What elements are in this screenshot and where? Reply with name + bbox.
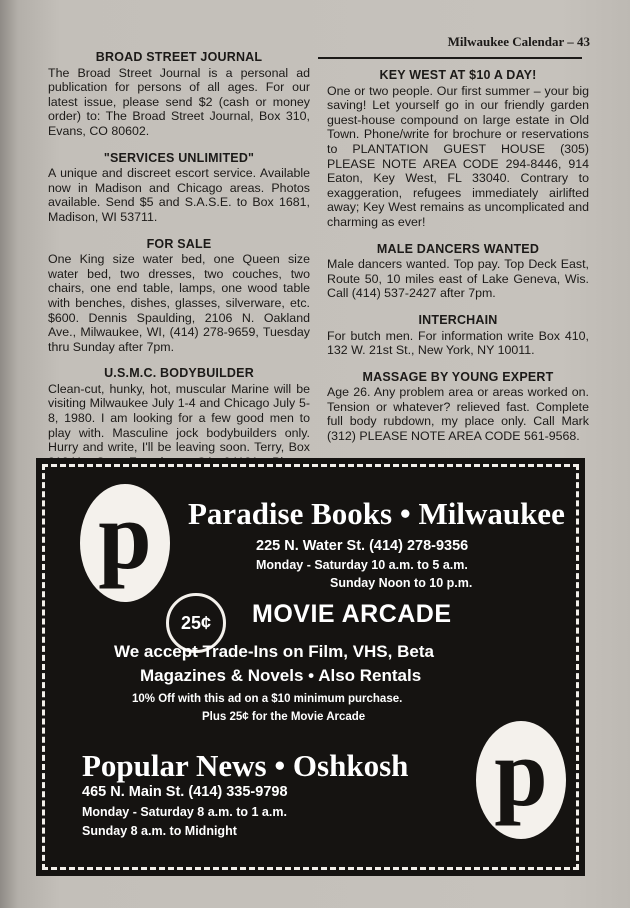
store-hours: Sunday Noon to 10 p.m. (330, 576, 473, 590)
ad-title: INTERCHAIN (418, 312, 498, 327)
classified-ad (327, 313, 589, 358)
ad-body: The Broad Street Journal is a personal ad publication for persons of all ages. For our latest issue, please send $2 (cash or money order) to: The Broad Street Journal, Box 310, Evans, CO 80602. (48, 65, 310, 138)
store-name: Paradise Books • Milwaukee (188, 496, 565, 531)
p-logo-badge (476, 721, 566, 839)
classified-ad (48, 50, 310, 139)
classified-ad (48, 151, 310, 225)
classified-ad (327, 370, 589, 444)
price-badge: 25¢ (166, 593, 226, 653)
classified-ad (327, 68, 589, 230)
ad-body: For butch men. For information write Box 410, 132 W. 21st St., New York, NY 10011. (327, 328, 589, 358)
store-hours: Monday - Saturday 8 a.m. to 1 a.m. (82, 805, 287, 819)
p-logo-badge (80, 484, 170, 602)
ad-body: One King size water bed, one Queen size water bed, two dresses, two couches, two chairs, one end table, lamps, one wood table with benches, dishes, glasses, silverware, etc. $600. Dennis Spaulding, 2106 N. Oakland Ave., Milwaukee, WI, (414) 278-9659, Tuesday thru Sunday after 7pm. (48, 252, 310, 354)
ad-title: U.S.M.C. BODYBUILDER (104, 366, 254, 381)
running-head: Milwaukee Calendar – 43 (447, 34, 590, 49)
ad-title: "SERVICES UNLIMITED" (103, 150, 255, 165)
coupon-line: Plus 25¢ for the Movie Arcade (202, 711, 366, 723)
coupon-line: 10% Off with this ad on a $10 minimum purchase. (132, 693, 403, 705)
ad-body: Clean-cut, hunky, hot, muscular Marine will be visiting Milwaukee July 1-4 and Chicago July 5-8, 1980. I am looking for a few good men to play with. Masculine jock bodybuilders only. Hurry and write, I'll be leaving soon. Terry, Box (48, 381, 310, 455)
ad-title: MALE DANCERS WANTED (376, 241, 540, 256)
store-address: 465 N. Main St. (414) 335-9798 (82, 784, 288, 800)
store-hours: Monday - Saturday 10 a.m. to 5 a.m. (256, 558, 468, 572)
bookstore-advertisement (36, 458, 585, 876)
promo-line: We accept Trade-Ins on Film, VHS, Beta (114, 642, 434, 661)
ad-body: Age 26. Any problem area or areas worked on. Tension or whatever? relieved fast. Complete full body rubdown, my place only. Call Mark (312) PLEASE NOTE AREA CODE 561-9568. (327, 385, 589, 444)
ad-body: Male dancers wanted. Top pay. Top Deck East, Route 50, 10 miles east of Lake Geneva, Wis. Call (414) 537-2427 after 7pm. (327, 257, 589, 301)
promo-line: Magazines & Novels • Also Rentals (140, 666, 422, 685)
right-column (327, 68, 589, 456)
classified-ad (48, 237, 310, 355)
ad-title: MASSAGE BY YOUNG EXPERT (362, 369, 554, 384)
ad-title: FOR SALE (146, 236, 212, 251)
store-name: Popular News • Oshkosh (82, 748, 409, 783)
store-hours: Sunday 8 a.m. to Midnight (82, 824, 237, 838)
left-column (48, 50, 310, 496)
p-logo-letter: p (98, 482, 152, 589)
p-logo-letter: p (494, 719, 548, 826)
arcade-title: MOVIE ARCADE (252, 600, 452, 628)
ad-body: A unique and discreet escort service. Available now in Madison and Chicago areas. Photos available. Send $5 and S.A.S.E. to Box 1681, Madison, WI 53711. (48, 166, 310, 224)
ad-title: BROAD STREET JOURNAL (95, 50, 263, 64)
ad-body: One or two people. Our first summer – your big saving! Let yourself go in our friendly garden guest-house compound on large estate in Old Town. Phone/write for brochure or reservations to PLANTATION GUEST HOUSE (305) PLEASE NOTE AREA CODE 294-8446, 914 Eaton, Key West, FL 33040. Contrary to exaggeration, refugees immediately airlifted away; Key West remains as uncomplicated and charming as ever! (327, 83, 589, 229)
header-rule (318, 57, 582, 59)
ad-title: KEY WEST AT $10 A DAY! (379, 68, 537, 82)
store-address: 225 N. Water St. (414) 278-9356 (256, 538, 469, 554)
classified-ad (327, 242, 589, 301)
